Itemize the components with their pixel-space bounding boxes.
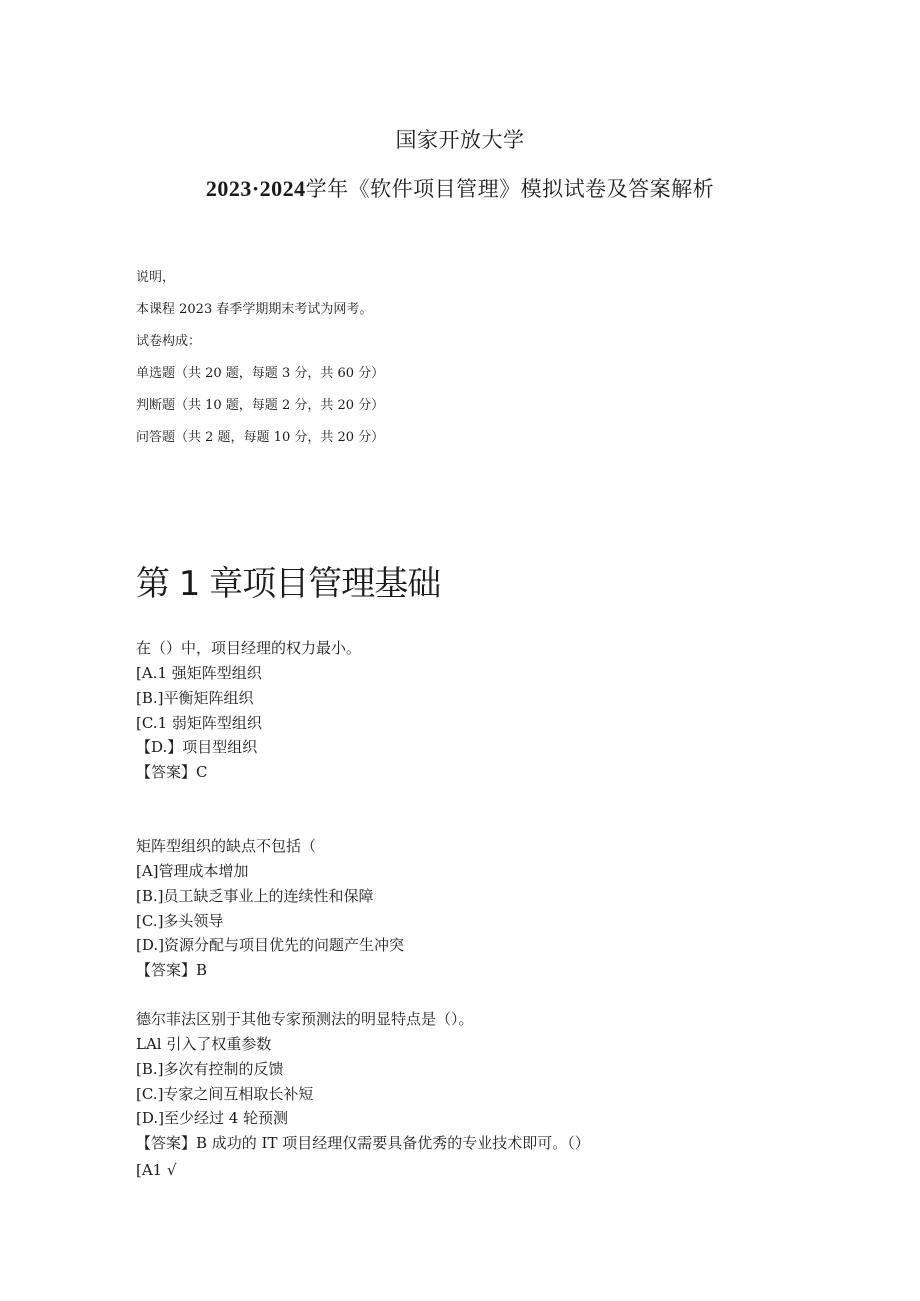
question-option: [C.]多头领导: [136, 911, 224, 930]
question-answer: 【答案】B 成功的 IT 项目经理仅需要具备优秀的专业技术即可。（）: [136, 1134, 590, 1153]
exam-notes: [136, 270, 836, 462]
exam-title-year: 2023·2024: [205, 176, 306, 201]
question-stem: 矩阵型组织的缺点不包括（: [136, 837, 317, 855]
chapter-heading: 第 1 章项目管理基础: [136, 564, 441, 604]
note-line: 单选题（共 20 题，每题 3 分，共 60 分）: [136, 366, 385, 381]
question-answer: 【答案】B: [136, 961, 208, 980]
question-option: [C.1 弱矩阵型组织: [136, 713, 262, 732]
question-stem: 德尔菲法区别于其他专家预测法的明显特点是（）。: [136, 1010, 474, 1028]
note-line: 本课程 2023 春季学期期末考试为网考。: [136, 302, 373, 317]
question-block: [136, 638, 856, 787]
note-line: 说明，: [136, 270, 176, 285]
question-stem: 在（）中，项目经理的权力最小。: [136, 639, 362, 657]
exam-title: [0, 173, 920, 203]
question-option: [D.]至少经过 4 轮预测: [136, 1109, 289, 1128]
question-option: [A]管理成本增加: [136, 862, 249, 880]
exam-title-text: 学年《软件项目管理》模拟试卷及答案解析: [305, 177, 715, 201]
question-option: LAl 引入了权重参数: [136, 1035, 272, 1053]
note-line: 判断题（共 10 题，每题 2 分，共 20 分）: [136, 398, 385, 413]
question-option: [A1 √: [136, 1161, 177, 1179]
question-block: [136, 836, 856, 985]
question-option: [D.]资源分配与项目优先的问题产生冲突: [136, 936, 404, 955]
question-option: [C.]专家之间互相取长补短: [136, 1084, 314, 1103]
note-line: 试卷构成：: [136, 334, 202, 349]
question-option: [A.1 强矩阵型组织: [136, 664, 262, 682]
note-line: 问答题（共 2 题，每题 10 分，共 20 分）: [136, 430, 385, 445]
university-title: 国家开放大学: [395, 128, 525, 152]
question-option: [B.]员工缺乏事业上的连续性和保障: [136, 886, 374, 905]
question-option: 【D.】项目型组织: [136, 738, 258, 757]
question-answer: 【答案】C: [136, 763, 208, 782]
question-option: [B.]平衡矩阵组织: [136, 688, 254, 707]
question-block: [136, 1009, 856, 1158]
question-option: [B.]多次有控制的反馈: [136, 1059, 284, 1078]
